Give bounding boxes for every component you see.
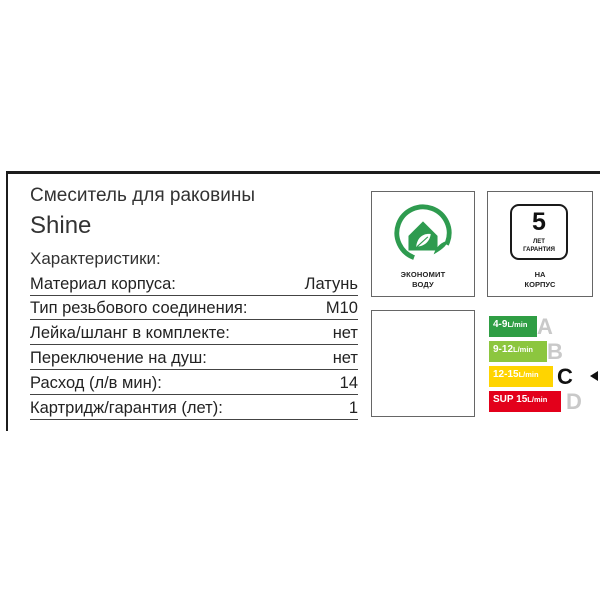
spec-label: Расход (л/в мин): [30, 374, 162, 392]
rating-range-d: SUP 15L/min [493, 394, 548, 405]
rating-bar-c [489, 366, 553, 387]
spec-value: 1 [348, 399, 358, 417]
specs-heading: Характеристики: [30, 249, 161, 268]
rating-bar-d [489, 391, 561, 412]
rating-bar-b [489, 341, 547, 362]
warranty-caption-line2: КОРПУС [524, 280, 556, 289]
warranty-years-unit: ЛЕТ [533, 239, 545, 245]
rating-letter-b: B [547, 339, 563, 364]
spec-row-hose [30, 321, 358, 345]
top-rule [6, 171, 600, 174]
spec-value: М10 [325, 299, 358, 317]
rating-range-c: 12-15L/min [493, 369, 539, 380]
spec-value: нет [332, 324, 358, 342]
spec-row-flow [30, 371, 358, 395]
eco-house-leaf-icon [392, 202, 454, 264]
spec-row-shower-switch [30, 346, 358, 370]
warranty-card [510, 204, 568, 260]
flow-rating-chart [487, 310, 593, 417]
selected-class-pointer-icon [590, 371, 598, 381]
rating-letter-c: C [557, 364, 573, 389]
spec-label: Материал корпуса: [30, 275, 176, 293]
left-rule [6, 171, 8, 431]
empty-badge-slot [371, 310, 475, 417]
eco-label-line1: ЭКОНОМИТ [400, 270, 446, 279]
spec-row-material [30, 272, 358, 296]
spec-label: Тип резьбового соединения: [30, 299, 248, 317]
rating-bar-a [489, 316, 537, 337]
eco-label-line2: ВОДУ [412, 280, 434, 289]
rating-range-a: 4-9L/min [493, 319, 528, 330]
spec-row-cartridge [30, 396, 358, 420]
spec-label: Картридж/гарантия (лет): [30, 399, 223, 417]
warranty-caption-line1: НА [534, 270, 546, 279]
spec-value: 14 [339, 374, 358, 392]
warranty-years: 5 [532, 208, 546, 236]
spec-label: Лейка/шланг в комплекте: [30, 324, 230, 342]
product-name: Shine [30, 212, 92, 239]
warranty-badge [487, 191, 593, 297]
spec-label: Переключение на душ: [30, 349, 207, 367]
spec-value: нет [332, 349, 358, 367]
eco-badge [371, 191, 475, 297]
spec-row-thread [30, 296, 358, 320]
rating-letter-d: D [566, 389, 582, 414]
rating-letter-a: A [537, 314, 553, 339]
spec-value: Латунь [304, 275, 358, 293]
warranty-word: ГАРАНТИЯ [523, 247, 555, 253]
product-type: Смеситель для раковины [30, 185, 255, 206]
rating-range-b: 9-12L/min [493, 344, 534, 355]
